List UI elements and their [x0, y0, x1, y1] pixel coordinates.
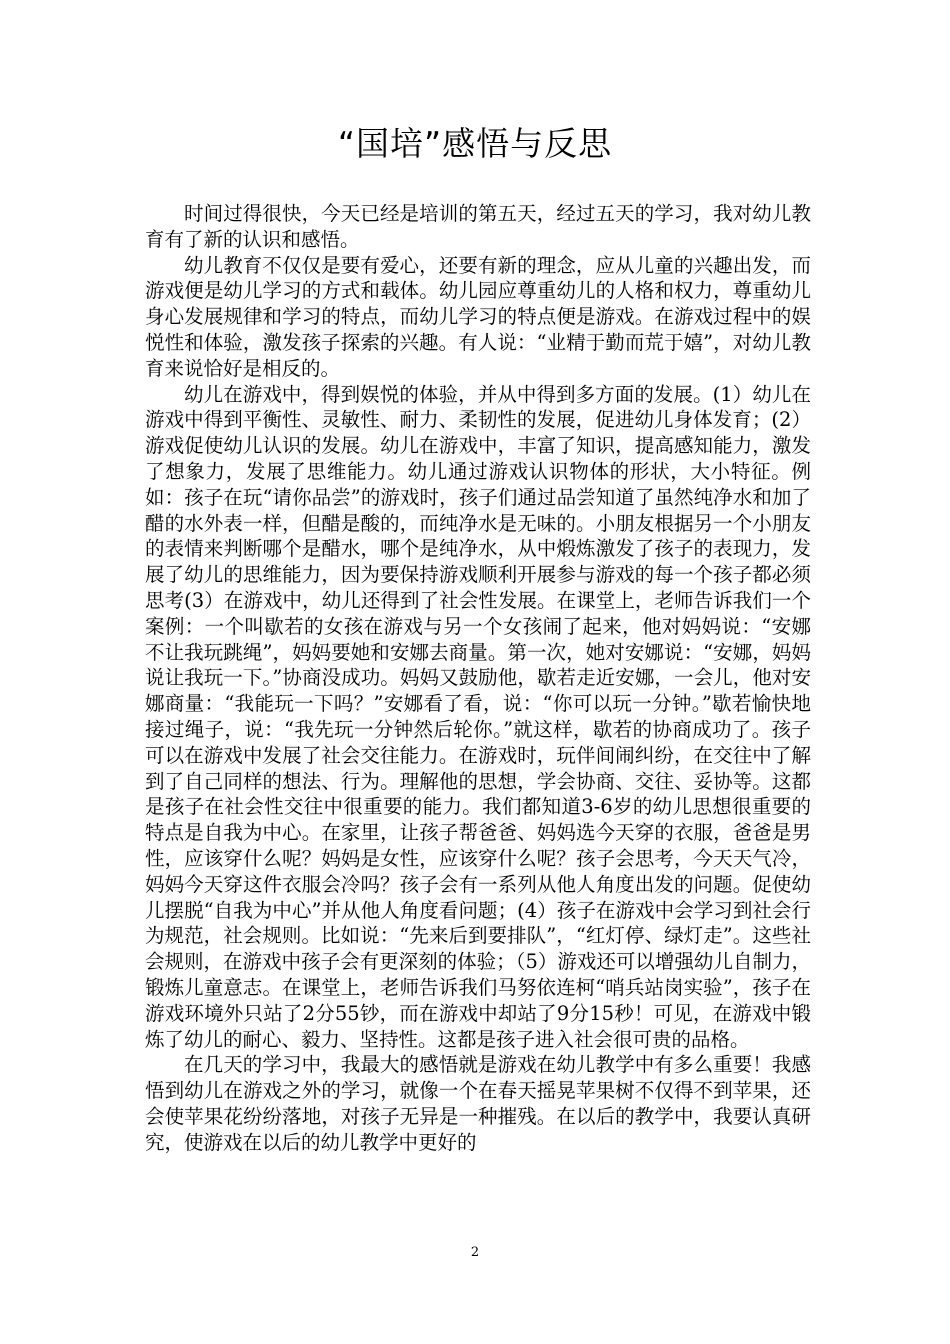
paragraph-conclusion: 在几天的学习中，我最大的感悟就是游戏在幼儿教学中有多么重要！我感悟到幼儿在游戏之外的学习，就像一个在春天摇晃苹果树不仅得不到苹果，还会使苹果花纷纷落地，对孩子无异是一种摧残。在以后的教学中，我要认真研究，使游戏在以后的幼儿教学中更好的	[145, 1053, 811, 1154]
paragraph-philosophy: 幼儿教育不仅仅是要有爱心，还要有新的理念，应从儿童的兴趣出发，而游戏便是幼儿学习的方式和载体。幼儿园应尊重幼儿的人格和权力，尊重幼儿身心发展规律和学习的特点，而幼儿学习的特点便是游戏。在游戏过程中的娱悦性和体验，激发孩子探索的兴趣。有人说：“业精于勤而荒于嬉”，对幼儿教育来说恰好是相反的。	[145, 253, 811, 380]
document-body	[145, 201, 811, 1155]
paragraph-development: 幼儿在游戏中，得到娱悦的体验，并从中得到多方面的发展。(1）幼儿在游戏中得到平衡性、灵敏性、耐力、柔韧性的发展，促进幼儿身体发育；(2）游戏促使幼儿认识的发展。幼儿在游戏中，丰富了知识，提高感知能力，激发了想象力，发展了思维能力。幼儿通过游戏认识物体的形状，大小特征。例如：孩子在玩“请你品尝”的游戏时，孩子们通过品尝知道了虽然纯净水和加了醋的水外表一样，但醋是酸的，而纯净水是无味的。小朋友根据另一个小朋友的表情来判断哪个是醋水，哪个是纯净水，从中煅炼激发了孩子的表现力，发展了幼儿的思维能力，因为要保持游戏顺利开展参与游戏的每一个孩子都必须思考(3）在游戏中，幼儿还得到了社会性发展。在课堂上，老师告诉我们一个案例：一个叫歇若的女孩在游戏与另一个女孩闹了起来，他对妈妈说：“安娜不让我玩跳绳”，妈妈要她和安娜去商量。第一次，她对安娜说：“安娜，妈妈说让我玩一下。”协商没成功。妈妈又鼓励他，歇若走近安娜，一会儿，他对安娜商量：“我能玩一下吗？”安娜看了看，说：“你可以玩一分钟。”歇若愉快地接过绳子，说：“我先玩一分钟然后轮你。”就这样，歇若的协商成功了。孩子可以在游戏中发展了社会交往能力。在游戏时，玩伴间闹纠纷，在交往中了解到了自己同样的想法、行为。理解他的思想，学会协商、交往、妥协等。这都是孩子在社会性交往中很重要的能力。我们都知道3-6岁的幼儿思想很重要的特点是自我为中心。在家里，让孩子帮爸爸、妈妈选今天穿的衣服，爸爸是男性，应该穿什么呢？妈妈是女性，应该穿什么呢？孩子会思考，今天天气冷，妈妈今天穿这件衣服会冷吗？孩子会有一系列从他人角度出发的问题。促使幼儿摆脱“自我为中心”并从他人角度看问题；(4）孩子在游戏中会学习到社会行为规范，社会规则。比如说：“先来后到要排队”，“红灯停、绿灯走”。这些社会规则，在游戏中孩子会有更深刻的体验；（5）游戏还可以增强幼儿自制力，锻炼儿童意志。在课堂上，老师告诉我们马努依连柯“哨兵站岗实验”，孩子在游戏环境外只站了2分55钞，而在游戏中却站了9分15秒！可见，在游戏中锻炼了幼儿的耐心、毅力、坚持性。这都是孩子进入社会很可贵的品格。	[145, 382, 811, 1051]
document-title: “国培”感悟与反思	[337, 124, 613, 163]
page-number: 2	[470, 1245, 480, 1260]
paragraph-intro: 时间过得很快，今天已经是培训的第五天，经过五天的学习，我对幼儿教育有了新的认识和感悟。	[145, 202, 811, 251]
